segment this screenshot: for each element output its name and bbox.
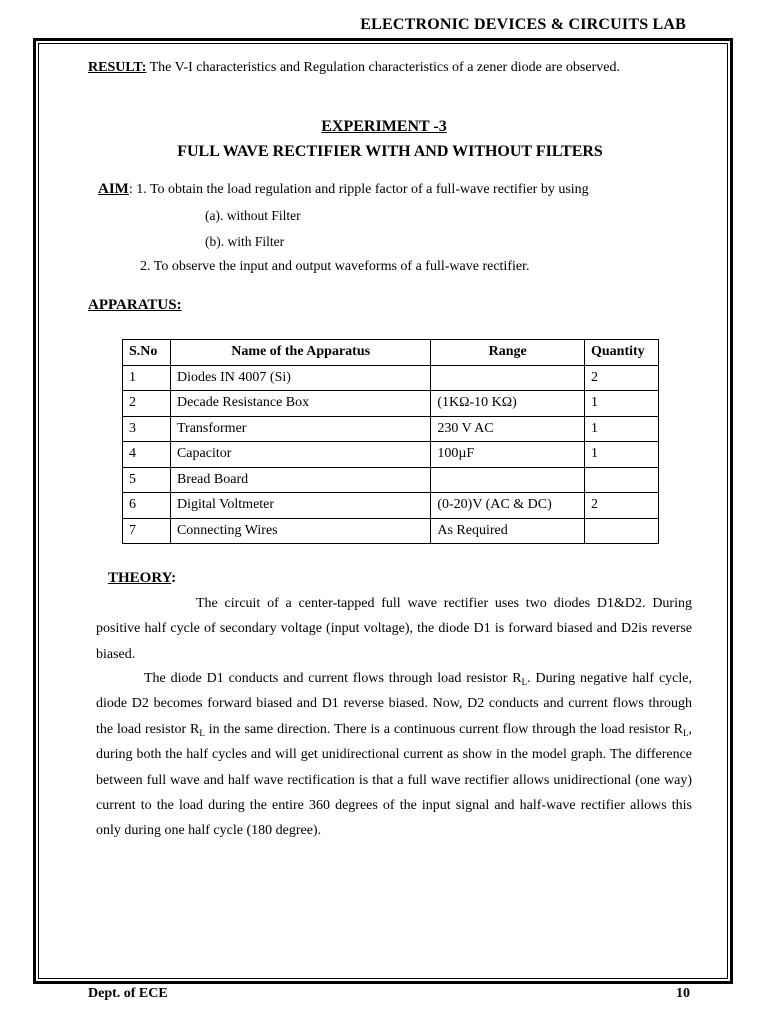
table-row: [123, 365, 659, 391]
column-header-name: Name of the Apparatus: [170, 340, 430, 366]
cell-range: (1KΩ-10 KΩ): [431, 391, 585, 417]
cell-range: As Required: [431, 518, 585, 544]
page-header-title: ELECTRONIC DEVICES & CIRCUITS LAB: [360, 16, 686, 33]
cell-name: Bread Board: [170, 467, 430, 493]
cell-range: [431, 467, 585, 493]
table-row: [123, 391, 659, 417]
cell-name: Decade Resistance Box: [170, 391, 430, 417]
table-row: [123, 442, 659, 468]
cell-sno: 7: [123, 518, 171, 544]
cell-sno: 6: [123, 493, 171, 519]
cell-quantity: [585, 518, 659, 544]
cell-name: Digital Voltmeter: [170, 493, 430, 519]
table-row: [123, 467, 659, 493]
cell-name: Connecting Wires: [170, 518, 430, 544]
table-header-row: [123, 340, 659, 366]
cell-name: Diodes IN 4007 (Si): [170, 365, 430, 391]
cell-range: 100µF: [431, 442, 585, 468]
footer-department: Dept. of ECE: [88, 986, 168, 1001]
cell-quantity: [585, 467, 659, 493]
theory-colon: :: [171, 570, 177, 586]
cell-range: [431, 365, 585, 391]
aim-line1: : 1. To obtain the load regulation and ripple factor of a full-wave rectifier by using: [128, 182, 589, 197]
theory-paragraph-1: The circuit of a center-tapped full wave rectifier uses two diodes D1&D2. During positive half cycle of secondary voltage (input voltage), the diode D1 is forward biased and D2is reverse biased.: [96, 596, 692, 662]
cell-range: 230 V AC: [431, 416, 585, 442]
table-row: [123, 416, 659, 442]
experiment-title: FULL WAVE RECTIFIER WITH AND WITHOUT FILTERS: [177, 143, 603, 160]
theory-paragraph-2: The diode D1 conducts and current flows through load resistor $R_L$. During negative half cycle, diode D2 becomes forward biased and D1 reverse biased. Now, D2 conducts and current flows through the load resistor $R_L$ in the same direction. There is a continuous current flow through the load resistor $R_L$, during both the half cycles and will get unidirectional current as show in the model graph. The difference between full wave and half wave rectification is that a full wave rectifier allows unidirectional (one way) current to the load during the entire 360 degrees of the input signal and half-wave rectifier allows this only during one half cycle (180 degree).: [96, 671, 693, 839]
aim-line: [98, 181, 589, 198]
cell-name: Transformer: [170, 416, 430, 442]
result-text: The V-I characteristics and Regulation characteristics of a zener diode are observed.: [146, 60, 620, 75]
cell-quantity: 2: [585, 365, 659, 391]
result-line: [88, 60, 620, 76]
table-row: [123, 493, 659, 519]
column-header-range: Range: [431, 340, 585, 366]
cell-sno: 1: [123, 365, 171, 391]
theory-heading: [108, 570, 176, 587]
subscript-L: L: [683, 727, 689, 738]
aim-sub-b: (b). with Filter: [205, 234, 285, 249]
subscript-L: L: [521, 677, 528, 687]
subscript-L: L: [199, 727, 205, 738]
column-header-sno: S.No: [123, 340, 171, 366]
cell-quantity: 1: [585, 391, 659, 417]
aim-line2: 2. To observe the input and output waveforms of a full-wave rectifier.: [140, 259, 530, 274]
cell-sno: 3: [123, 416, 171, 442]
result-label: RESULT:: [88, 60, 147, 75]
cell-sno: 2: [123, 391, 171, 417]
cell-sno: 5: [123, 467, 171, 493]
cell-quantity: 2: [585, 493, 659, 519]
cell-sno: 4: [123, 442, 171, 468]
apparatus-table: [122, 339, 659, 544]
column-header-quantity: Quantity: [585, 340, 659, 366]
aim-label: AIM: [98, 181, 129, 197]
theory-label: THEORY: [108, 570, 172, 586]
footer-page-number: 10: [676, 986, 690, 1001]
cell-quantity: 1: [585, 442, 659, 468]
cell-name: Capacitor: [170, 442, 430, 468]
table-row: [123, 518, 659, 544]
cell-quantity: 1: [585, 416, 659, 442]
cell-range: (0-20)V (AC & DC): [431, 493, 585, 519]
experiment-number: EXPERIMENT -3: [321, 118, 447, 135]
apparatus-heading: APPARATUS:: [88, 297, 182, 313]
aim-sub-a: (a). without Filter: [205, 208, 301, 223]
